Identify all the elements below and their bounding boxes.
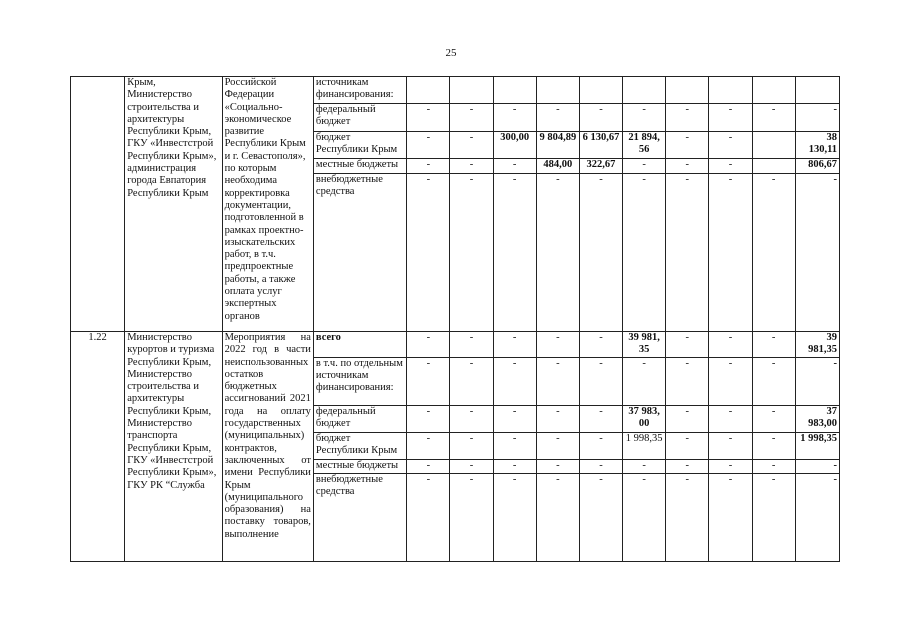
value-cell: 9 804,89 — [536, 132, 579, 159]
value-cell: - — [579, 405, 622, 432]
value-cell: - — [709, 332, 752, 358]
value-cell: - — [666, 459, 709, 473]
source-label: бюджет Республики Крым — [313, 132, 406, 159]
value-cell: - — [407, 357, 450, 405]
value-cell: - — [493, 473, 536, 561]
value-cell: - — [579, 332, 622, 358]
value-cell: - — [666, 159, 709, 174]
value-cell: - — [623, 459, 666, 473]
value-cell: - — [752, 332, 795, 358]
value-cell: - — [579, 104, 622, 132]
page-number: 25 — [445, 47, 457, 59]
value-cell: 300,00 — [493, 132, 536, 159]
value-cell: - — [407, 159, 450, 174]
value-cell: - — [450, 473, 493, 561]
value-cell — [752, 159, 795, 174]
table-section-top — [71, 77, 840, 332]
value-cell: - — [450, 332, 493, 358]
value-cell: - — [709, 357, 752, 405]
value-cell: - — [623, 357, 666, 405]
value-cell: - — [752, 473, 795, 561]
source-label: федеральный бюджет — [313, 405, 406, 432]
value-cell: - — [450, 104, 493, 132]
value-cell: - — [709, 174, 752, 332]
value-cell: - — [709, 159, 752, 174]
value-cell: - — [752, 459, 795, 473]
source-label: федеральный бюджет — [313, 104, 406, 132]
value-cell: - — [666, 104, 709, 132]
value-cell — [752, 77, 795, 104]
value-cell: - — [536, 459, 579, 473]
value-cell — [795, 77, 839, 104]
value-cell: 806,67 — [795, 159, 839, 174]
value-cell: - — [666, 132, 709, 159]
value-cell: - — [493, 405, 536, 432]
value-cell: - — [536, 432, 579, 459]
row-number: 1.22 — [71, 332, 125, 562]
value-cell: 39 981,35 — [795, 332, 839, 358]
value-cell: - — [752, 357, 795, 405]
value-cell: - — [407, 332, 450, 358]
source-label: местные бюджеты — [313, 159, 406, 174]
value-cell: - — [795, 459, 839, 473]
value-cell — [623, 77, 666, 104]
value-cell: - — [709, 405, 752, 432]
value-cell: - — [536, 332, 579, 358]
value-cell: - — [407, 473, 450, 561]
value-cell: - — [579, 432, 622, 459]
value-cell — [407, 77, 450, 104]
value-cell: 37 983,00 — [795, 405, 839, 432]
value-cell: 37 983, 00 — [623, 405, 666, 432]
source-label: местные бюджеты — [313, 459, 406, 473]
value-cell: - — [536, 357, 579, 405]
source-label: источникам финансирования: — [313, 77, 406, 104]
value-cell: - — [795, 104, 839, 132]
value-cell: - — [709, 473, 752, 561]
value-cell: - — [450, 459, 493, 473]
value-cell: - — [795, 357, 839, 405]
source-label: в т.ч. по отдельным источникам финансирования: — [313, 357, 406, 405]
value-cell: - — [666, 405, 709, 432]
value-cell: 1 998,35 — [795, 432, 839, 459]
source-label: бюджет Республики Крым — [313, 432, 406, 459]
value-cell: - — [579, 357, 622, 405]
value-cell — [666, 77, 709, 104]
value-cell: - — [450, 174, 493, 332]
value-cell: - — [450, 159, 493, 174]
value-cell: 1 998,35 — [623, 432, 666, 459]
value-cell: - — [623, 473, 666, 561]
value-cell: - — [666, 473, 709, 561]
value-cell: - — [407, 174, 450, 332]
value-cell — [450, 77, 493, 104]
value-cell: - — [407, 405, 450, 432]
value-cell: - — [752, 104, 795, 132]
value-cell — [493, 77, 536, 104]
row-number — [71, 77, 125, 332]
value-cell: - — [752, 405, 795, 432]
value-cell: - — [450, 132, 493, 159]
table-row — [71, 332, 840, 358]
source-label: внебюджетные средства — [313, 473, 406, 561]
value-cell: - — [407, 432, 450, 459]
value-cell: 21 894, 56 — [623, 132, 666, 159]
value-cell: - — [493, 459, 536, 473]
executor-cell: Крым, Министерство строительства и архитектуры Республики Крым, ГКУ «Инвестстрой Республики Крым», администрация города Евпатория Республики Крым — [125, 77, 222, 332]
value-cell: - — [536, 174, 579, 332]
value-cell: - — [752, 174, 795, 332]
value-cell: - — [579, 174, 622, 332]
value-cell: 322,67 — [579, 159, 622, 174]
value-cell: - — [752, 432, 795, 459]
value-cell: 38 130,11 — [795, 132, 839, 159]
value-cell: - — [407, 132, 450, 159]
value-cell: - — [709, 459, 752, 473]
value-cell: - — [493, 159, 536, 174]
value-cell: 6 130,67 — [579, 132, 622, 159]
source-label: всего — [313, 332, 406, 358]
value-cell: - — [493, 104, 536, 132]
value-cell: - — [666, 332, 709, 358]
value-cell: - — [579, 459, 622, 473]
financing-table — [70, 76, 840, 562]
value-cell: - — [709, 432, 752, 459]
value-cell — [536, 77, 579, 104]
value-cell: - — [709, 132, 752, 159]
source-label: внебюджетные средства — [313, 174, 406, 332]
value-cell: - — [623, 174, 666, 332]
table-section-bottom — [71, 332, 840, 562]
value-cell — [579, 77, 622, 104]
value-cell — [752, 132, 795, 159]
value-cell: - — [795, 174, 839, 332]
value-cell: - — [493, 332, 536, 358]
value-cell: - — [579, 473, 622, 561]
value-cell — [709, 77, 752, 104]
value-cell: - — [795, 473, 839, 561]
value-cell: - — [709, 104, 752, 132]
value-cell: - — [536, 104, 579, 132]
value-cell: - — [623, 104, 666, 132]
value-cell: - — [407, 104, 450, 132]
value-cell: 484,00 — [536, 159, 579, 174]
description-cell: Мероприятия на 2022 год в части неиспользованных остатков бюджетных ассигнований 2021 года на оплату государственных (муниципальных) контрактов, заключенных от имени Республики Крым (муниципального образования) на поставку товаров, выполнение — [222, 332, 313, 562]
value-cell: - — [666, 432, 709, 459]
value-cell: - — [666, 174, 709, 332]
value-cell: - — [536, 473, 579, 561]
value-cell: - — [407, 459, 450, 473]
value-cell: - — [493, 357, 536, 405]
value-cell: - — [450, 357, 493, 405]
value-cell: - — [666, 357, 709, 405]
description-cell: Российской Федерации «Социально-экономическое развитие Республики Крым и г. Севастополя», по которым необходима корректировка документации, подготовленной в рамках проектно-изыскательских работ, в т.ч. предпроектные работы, а также оплата услуг экспертных органов — [222, 77, 313, 332]
executor-cell: Министерство курортов и туризма Республики Крым, Министерство строительства и архитектуры Республики Крым, Министерство транспорта Республики Крым, ГКУ «Инвестстрой Республики Крым», ГКУ РК “Служба — [125, 332, 222, 562]
value-cell: - — [623, 159, 666, 174]
value-cell: 39 981, 35 — [623, 332, 666, 358]
value-cell: - — [493, 174, 536, 332]
table-row — [71, 77, 840, 104]
value-cell: - — [450, 432, 493, 459]
value-cell: - — [536, 405, 579, 432]
value-cell: - — [493, 432, 536, 459]
value-cell: - — [450, 405, 493, 432]
